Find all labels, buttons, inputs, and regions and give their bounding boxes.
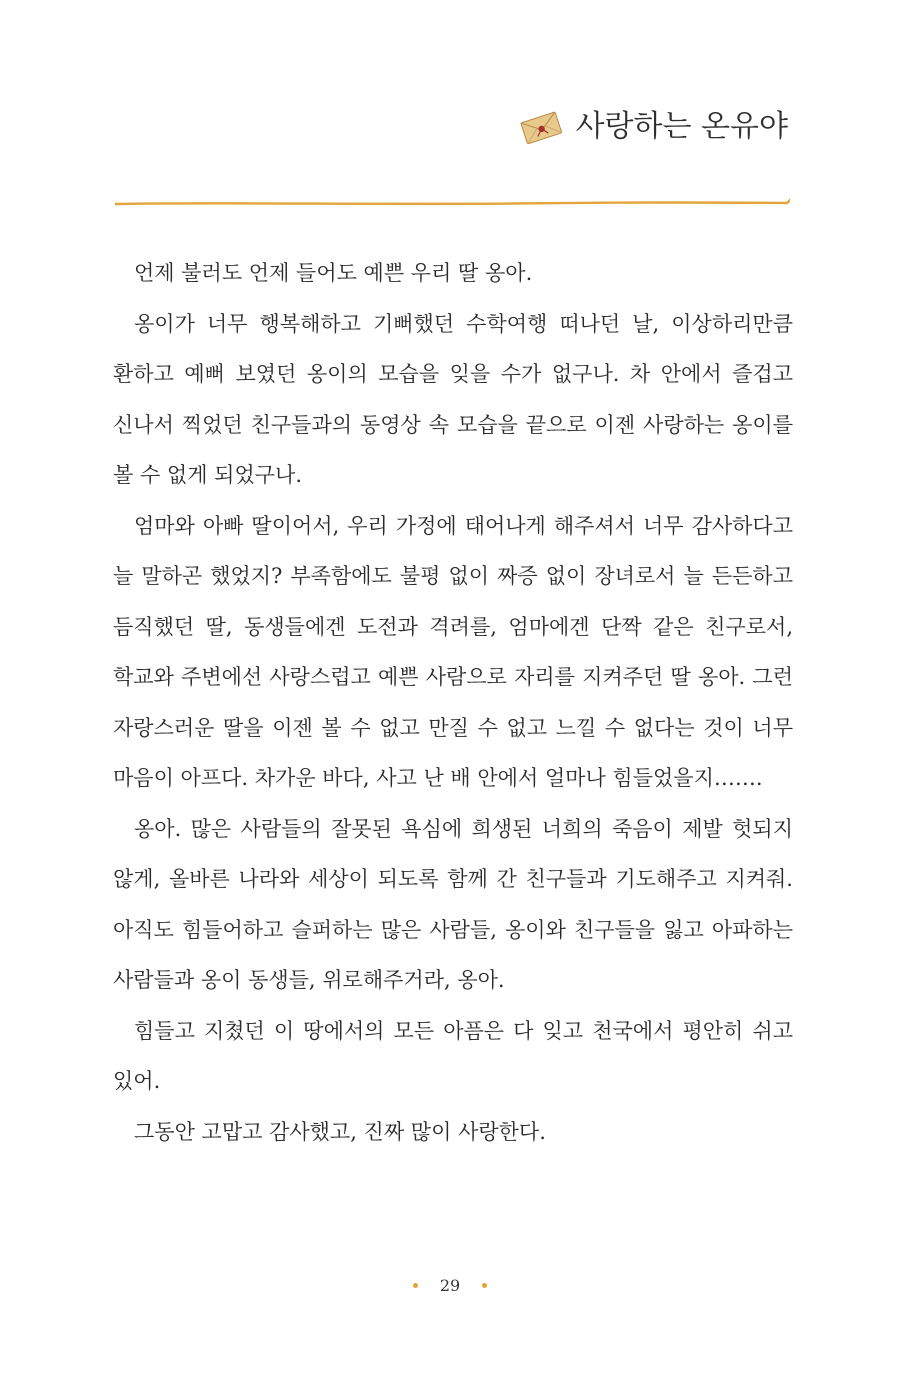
header-divider bbox=[115, 196, 790, 210]
chapter-header bbox=[518, 108, 788, 146]
envelope-icon bbox=[518, 108, 564, 146]
paragraph: 언제 불러도 언제 들어도 예쁜 우리 딸 옹아. bbox=[134, 261, 533, 285]
dot-ornament-left bbox=[413, 1283, 418, 1288]
dot-ornament-right bbox=[482, 1283, 487, 1288]
chapter-title: 사랑하는 온유야 bbox=[575, 109, 788, 144]
paragraph: 힘들고 지쳤던 이 땅에서의 모든 아픔은 다 잊고 천국에서 평안히 쉬고 있어. bbox=[113, 1018, 793, 1093]
page-footer bbox=[0, 1276, 900, 1295]
paragraph: 엄마와 아빠 딸이어서, 우리 가정에 태어나게 해주셔서 너무 감사하다고 늘 말하곤 했었지? 부족함에도 불평 없이 짜증 없이 장녀로서 늘 든든하고 듬직했던 딸, 동생들에겐 도전과 격려를, 엄마에겐 단짝 같은 친구로서, 학교와 주변에선 사랑스럽고 예쁜 사람으로 자리를 지켜주던 딸 옹아. 그런 자랑스러운 딸을 이젠 볼 수 없고 만질 수 없고 느낄 수 없다는 것이 너무 마음이 아프다. 차가운 바다, 사고 난 배 안에서 얼마나 힘들었을지……. bbox=[113, 513, 793, 790]
paragraph: 옹아. 많은 사람들의 잘못된 욕심에 희생된 너희의 죽음이 제발 헛되지 않게, 올바른 나라와 세상이 되도록 함께 간 친구들과 기도해주고 지켜줘. 아직도 힘들어하고 슬퍼하는 많은 사람들, 옹이와 친구들을 잃고 아파하는 사람들과 옹이 동생들, 위로해주거라, 옹아. bbox=[113, 816, 793, 992]
letter-body bbox=[113, 248, 793, 1157]
page-number: 29 bbox=[439, 1276, 461, 1295]
paragraph: 그동안 고맙고 감사했고, 진짜 많이 사랑한다. bbox=[134, 1119, 546, 1144]
paragraph: 옹이가 너무 행복해하고 기뻐했던 수학여행 떠나던 날, 이상하리만큼 환하고 예뻐 보였던 옹이의 모습을 잊을 수가 없구나. 차 안에서 즐겁고 신나서 찍었던 친구들과의 동영상 속 모습을 끝으로 이젠 사랑하는 옹이를 볼 수 없게 되었구나. bbox=[113, 311, 793, 487]
